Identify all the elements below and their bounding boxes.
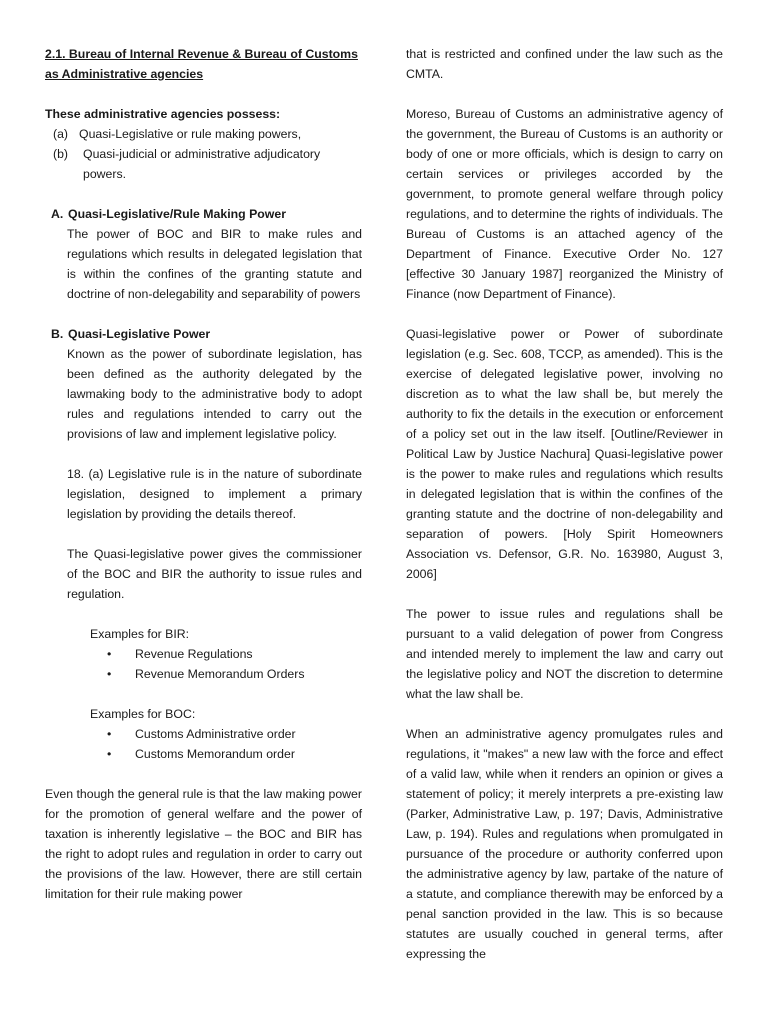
section-title (45, 44, 362, 84)
list-item-text: Customs Administrative order (135, 727, 296, 741)
promulgation-paragraph: When an administrative agency promulgates rules and regulations, it "makes" a new law with the force and effect of a valid law, while when it renders an opinion or gives a statement of policy; it merely interprets a pre-existing law (Parker, Administrative Law, p. 197; Davis, Administrative Law, p. 194). Rules and regulations when promulgated in pursuance of the procedure or authority conferred upon the administrative agency by law, partake of the nature of a statute, and compliance therewith may be enforced by a penal sanction provided in the law. This is so because statutes are usually couched in general terms, after expressing the (406, 727, 723, 961)
examples-bir-list (45, 644, 362, 684)
list-item (53, 144, 362, 184)
list-item-text: Customs Memorandum order (135, 747, 295, 761)
section-a-body: The power of BOC and BIR to make rules and regulations which results in delegated legislation that is within the confines of the granting statute and doctrine of non-delegability and separability of powers (67, 227, 362, 301)
paragraph-18: 18. (a) Legislative rule is in the nature of subordinate legislation, designed to implement a primary legislation by providing the details thereof. (67, 467, 362, 521)
right-column (406, 44, 723, 964)
quasi-legislative-paragraph: Quasi-legislative power or Power of subordinate legislation (e.g. Sec. 608, TCCP, as amended). This is the exercise of delegated legislative power, involving no discretion as to what the law shall be, but merely the authority to fix the details in the execution or enforcement of a policy set out in the law itself. [Outline/Reviewer in Political Law by Justice Nachura] Quasi-legislative power is the power to make rules and regulations which results in delegated legislation that is within the confines of the granting statute and the doctrine of non-delegability and separation of powers. [Holy Spirit Homeowners Association vs. Defensor, G.R. No. 163980, August 3, 2006] (406, 327, 723, 581)
list-item-text: Revenue Memorandum Orders (135, 667, 305, 681)
bullet-icon: • (107, 727, 112, 741)
section-a-label: A. (51, 207, 64, 221)
examples-bir-heading: Examples for BIR: (90, 627, 190, 641)
bullet-icon: • (107, 667, 112, 681)
list-item (53, 124, 362, 144)
section-b-heading-text: Quasi-Legislative Power (68, 327, 211, 341)
list-item (107, 644, 362, 664)
list-item-text: Quasi-Legislative or rule making powers, (79, 127, 302, 141)
section-a-heading-text: Quasi-Legislative/Rule Making Power (68, 207, 286, 221)
left-column (45, 44, 362, 904)
examples-boc-heading: Examples for BOC: (90, 707, 196, 721)
list-item-text: Quasi-judicial or administrative adjudicatory powers. (83, 147, 321, 181)
list-item-label: (a) (53, 127, 69, 141)
intro-text: These administrative agencies possess: (45, 107, 281, 121)
list-item (107, 664, 362, 684)
powers-list (45, 124, 362, 184)
section-b-label: B. (51, 327, 64, 341)
section-title-line2: as Administrative agencies (45, 67, 204, 81)
continuation-paragraph: that is restricted and confined under the law such as the CMTA. (406, 47, 723, 81)
bullet-icon: • (107, 647, 112, 661)
section-title-line1: 2.1. Bureau of Internal Revenue & Bureau of Customs (45, 47, 358, 61)
commissioner-paragraph: The Quasi-legislative power gives the commissioner of the BOC and BIR the authority to issue rules and regulation. (67, 547, 362, 601)
list-item-label: (b) (53, 147, 69, 161)
bullet-icon: • (107, 747, 112, 761)
boc-agency-paragraph: Moreso, Bureau of Customs an administrative agency of the government, the Bureau of Customs is an authority or body of one or more officials, which is design to carry on certain services or privileges accorded by the government, to promote general welfare through policy regulations, and to determine the rights of individuals. The Bureau of Customs is an attached agency of the Department of Finance. Executive Order No. 127 [effective 30 January 1987] reorganized the Ministry of Finance (now Department of Finance). (406, 107, 723, 301)
section-b-body: Known as the power of subordinate legislation, has been defined as the authority delegated by the lawmaking body to the administrative body to adopt rules and regulations intended to carry out the provisions of law and implement legislative policy. (67, 347, 362, 441)
section-a-heading (45, 204, 362, 224)
examples-boc-list (45, 724, 362, 764)
delegation-paragraph: The power to issue rules and regulations shall be pursuant to a valid delegation of power from Congress and intended merely to implement the law and carry out the legislative policy and NOT the discretion to determine what the law shall be. (406, 607, 723, 701)
list-item (107, 724, 362, 744)
list-item (107, 744, 362, 764)
closing-paragraph: Even though the general rule is that the law making power for the promotion of general welfare and the power of taxation is inherently legislative – the BOC and BIR has the right to adopt rules and regulation in order to carry out the provisions of the law. However, there are still certain limitation for their rule making power (45, 787, 362, 901)
section-b-heading (45, 324, 362, 344)
list-item-text: Revenue Regulations (135, 647, 253, 661)
